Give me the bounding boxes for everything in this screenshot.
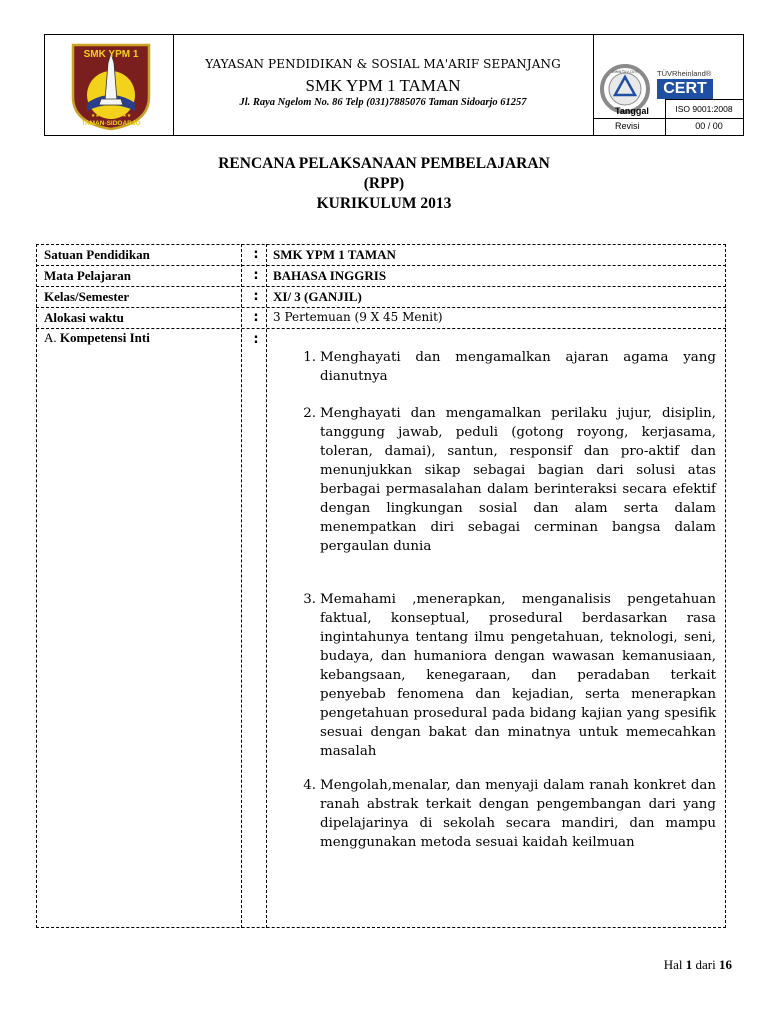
row-colon: : [253, 247, 259, 262]
school-name: SMK YPM 1 TAMAN [305, 76, 461, 95]
list-item-number: 3. [303, 592, 316, 607]
cert-badge: CERT [657, 79, 713, 99]
row-value: XI/ 3 (GANJIL) [273, 289, 362, 304]
list-item-number: 2. [303, 406, 316, 421]
svg-text:www.tuv.com: www.tuv.com [611, 69, 639, 74]
curriculum-title: KURIKULUM 2013 [316, 195, 452, 212]
document-title: RENCANA PELAKSANAAN PEMBELAJARAN [218, 155, 550, 172]
list-item-text: Menghayati dan mengamalkan ajaran agama yang dianutnya [320, 350, 716, 384]
row-colon: : [253, 310, 259, 325]
row-colon: : [253, 289, 259, 304]
list-item-number: 4. [303, 778, 316, 793]
row-label: Mata Pelajaran [44, 268, 132, 283]
list-item-text: Mengolah,menalar, dan menyaji dalam ranah konkret dan ranah abstrak terkait dengan pengembangan dari yang dipelajarinya di sekolah secara mandiri, dan mampu menggunakan metoda sesuai kaidah keilmuan [320, 778, 716, 850]
row-label: Satuan Pendidikan [44, 247, 150, 262]
list-item-text: Memahami ,menerapkan, menganalisis pengetahuan faktual, konseptual, prosedural berdasarkan rasa ingintahunya tentang ilmu pengetahuan, teknologi, seni, budaya, dan humaniora dengan wawasan kemanusiaan, kebangsaan, kenegaraan, dan peradaban terkait penyebab fenomena dan kejadian, serta menerapkan pengetahuan prosedural pada bidang kajian yang spesifik sesuai dengan bakat dan minatnya untuk memecahkan masalah [320, 592, 716, 759]
foundation-name: YAYASAN PENDIDIKAN & SOSIAL MA'ARIF SEPANJANG [205, 57, 561, 71]
tuv-brand-text: TÜVRheinland® [657, 69, 712, 78]
school-logo [65, 39, 157, 131]
organization-info [173, 35, 593, 135]
list-item-text: Menghayati dan mengamalkan perilaku jujur, disiplin, tanggung jawab, peduli (gotong royong, kerjasama, toleran, damai), santun, responsif dan pro-aktif dan menunjukkan sikap sebagai bagian dari solusi atas berbagai permasalahan dalam berinteraksi secara efektif dengan lingkungan sosial dan alam serta dalam menempatkan diri sebagai cerminan bangsa dalam pergaulan dunia [320, 406, 716, 554]
svg-text:TAMAN-SIDOARJO: TAMAN-SIDOARJO [81, 120, 141, 127]
ki-label-prefix: A. [44, 330, 57, 345]
page-middle: dari [692, 957, 719, 972]
row-value: SMK YPM 1 TAMAN [273, 247, 396, 262]
row-colon: : [253, 332, 259, 347]
ki-label [44, 330, 150, 346]
revisi-label: Revisi [615, 121, 640, 131]
iso-standard: ISO 9001:2008 [675, 104, 733, 114]
row-label: Alokasi waktu [44, 310, 124, 325]
page-prefix: Hal [663, 957, 686, 972]
row-value: 3 Pertemuan (9 X 45 Menit) [273, 310, 443, 324]
total-pages: 16 [719, 957, 732, 972]
row-label: Kelas/Semester [44, 289, 130, 304]
tanggal-label: Tanggal [615, 106, 649, 116]
ki-label-text: Kompetensi Inti [59, 330, 150, 345]
svg-text:★★★★★★★★★: ★★★★★★★★★ [90, 113, 132, 119]
svg-text:SMK YPM 1: SMK YPM 1 [83, 49, 139, 60]
document-subtitle: (RPP) [363, 175, 405, 192]
list-item-number: 1. [303, 350, 316, 365]
row-colon: : [253, 268, 259, 283]
letterhead [44, 34, 744, 136]
current-page: 1 [685, 957, 693, 972]
revisi-value: 00 / 00 [695, 121, 723, 131]
logo-cell [45, 35, 173, 135]
school-address: Jl. Raya Ngelom No. 86 Telp (031)7885076 Taman Sidoarjo 61257 [239, 97, 527, 108]
row-value: BAHASA INGGRIS [273, 268, 387, 283]
certification-cell [593, 35, 743, 135]
identity-table [36, 244, 726, 928]
page-number [664, 957, 732, 973]
